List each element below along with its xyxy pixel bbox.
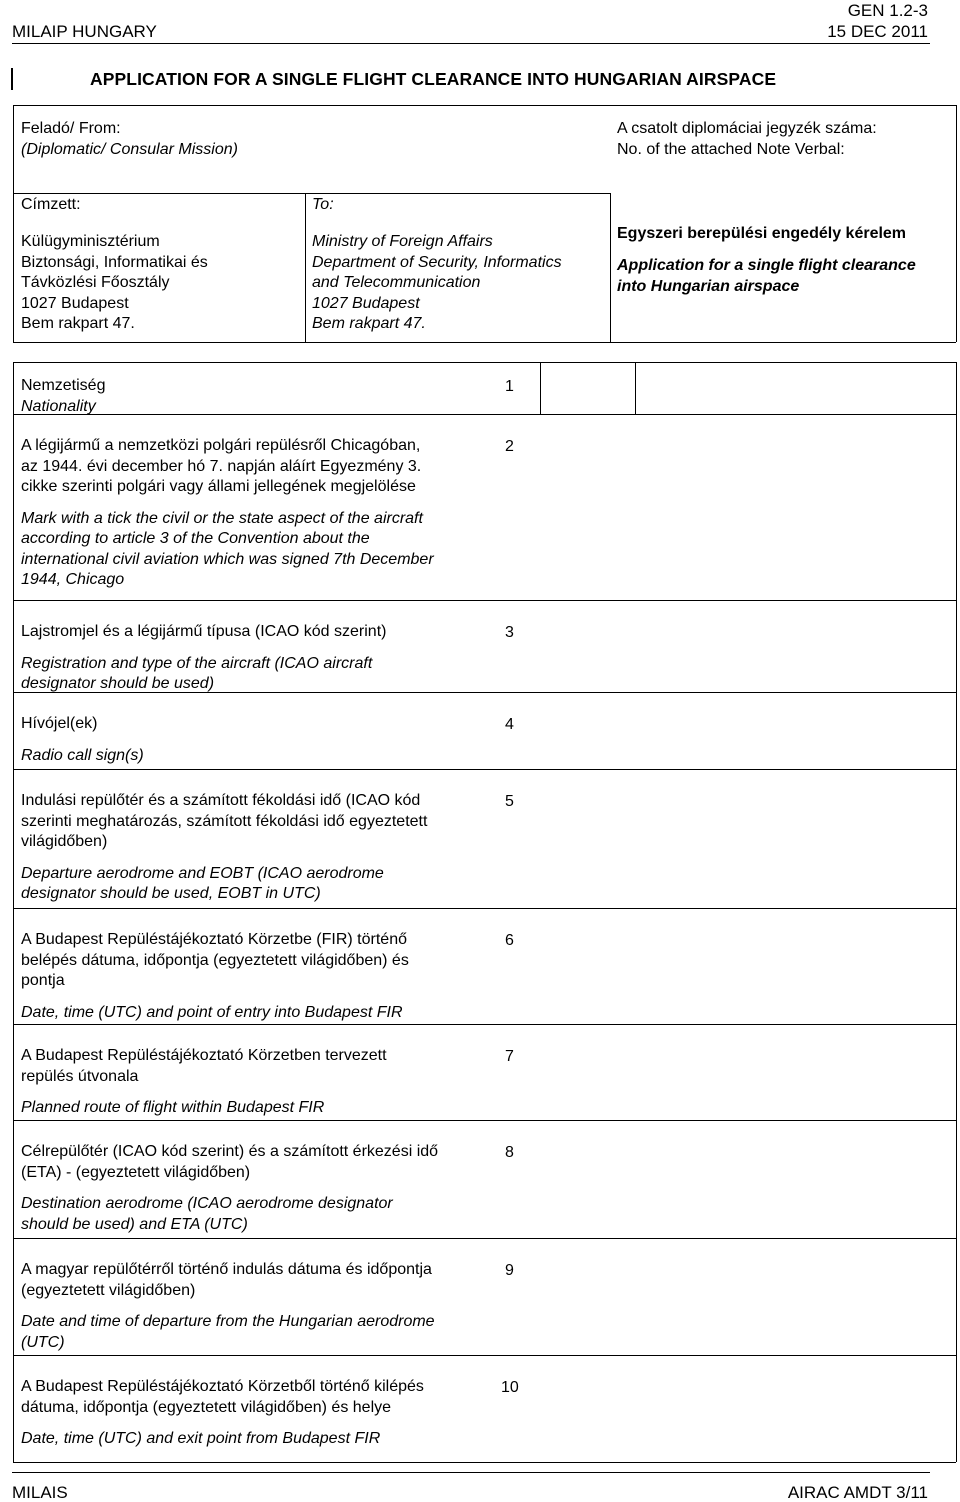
answer-field[interactable] [540,918,950,1022]
row-divider [13,1120,956,1121]
table-bottom-border [13,1462,956,1463]
item-label-en-line: (UTC) [21,1333,65,1351]
form-title: APPLICATION FOR A SINGLE FLIGHT CLEARANCE INTO HUNGARIAN AIRSPACE [90,69,777,89]
item-label-hu [21,791,427,853]
item-label-hu [21,930,409,992]
item-label-en-line: according to article 3 of the Convention about the [21,530,370,547]
top-box-left [13,105,14,193]
request-title-hu: Egyszeri berepülési engedély kérelem [617,225,907,242]
item-label-en-line: 1944, Chicago [21,571,125,588]
item-label-en [21,1098,324,1119]
item-label-hu-line: dátuma, időpontja (egyeztetett világidőben) és helye [21,1398,392,1416]
item-label-hu [21,1260,432,1301]
from-sublabel: (Diplomatic/ Consular Mission) [21,141,238,158]
top-box-top [13,105,956,106]
item-label-hu-line: A légijármű a nemzetközi polgári repülésről Chicagóban, [21,437,421,454]
item-label-hu [21,622,386,643]
item-label-en-line: Nationality [21,397,96,415]
item-number: 7 [505,1048,514,1065]
item-label-hu-line: (ETA) - (egyeztetett világidőben) [21,1163,251,1181]
item-number: 1 [505,378,514,395]
item-label-hu [21,1377,424,1418]
publication-date: 15 DEC 2011 [827,22,928,41]
item-label-hu-line: A magyar repülőtérről történő indulás dátuma és időpontja [21,1261,432,1278]
item-label-hu-line: az 1944. évi december hó 7. napján aláírt Egyezmény 3. [21,457,422,475]
item-label-en-line: Departure aerodrome and EOBT (ICAO aerodrome [21,864,384,882]
answer-field[interactable] [540,364,950,412]
item-label-hu-line: A Budapest Repüléstájékoztató Körzetben tervezett [21,1047,387,1064]
address-divider-2 [610,193,611,343]
recipient-hu-label: Címzett: [21,196,81,213]
row-divider [13,414,956,415]
item-number: 10 [501,1379,519,1396]
address-box-top [13,193,610,194]
item-label-hu-line: cikke szerinti polgári vagy állami jellegének megjelölése [21,478,416,495]
item-label-en-line: designator should be used, EOBT in UTC) [21,885,321,902]
item-label-hu [21,1046,387,1087]
item-label-en [21,509,434,591]
table-top-border [13,362,956,363]
table-right-border [956,362,957,1462]
table-left-border [13,362,14,1462]
row-divider [13,769,956,770]
item-number: 8 [505,1144,514,1161]
item-label-hu-line: Nemzetiség [21,377,106,394]
item-label-en [21,1312,435,1353]
item-label-hu [21,376,105,397]
note-number-label-en: No. of the attached Note Verbal: [617,141,845,158]
recipient-hu-address: Külügyminisztérium Biztonsági, Informatikai és Távközlési Főosztály 1027 Budapest Bem rakpart 47. [21,233,208,332]
address-divider-1 [305,193,306,343]
item-number: 2 [505,438,514,455]
row-divider [13,1238,956,1239]
answer-field[interactable] [540,779,950,906]
answer-field[interactable] [540,1034,950,1118]
row-divider [13,1355,956,1356]
page-code: GEN 1.2-3 [847,1,928,20]
item-label-en-line: Destination aerodrome (ICAO aerodrome designator [21,1195,393,1212]
item-number: 4 [505,716,514,733]
recipient-en-label: To: [312,196,334,213]
item-label-hu-line: belépés dátuma, időpontja (egyeztetett világidőben) és [21,951,409,969]
item-label-hu-line: világidőben) [21,833,108,850]
item-label-en-line: international civil aviation which was signed 7th December [21,550,434,568]
item-label-hu-line: pontja [21,972,65,989]
item-label-en [21,1003,403,1024]
item-number: 9 [505,1262,514,1279]
publication-name: MILAIP HUNGARY [12,22,157,41]
recipient-en-address: Ministry of Foreign Affairs Department of Security, Informatics and Telecommunication 1027 Budapest Bem rakpart 47. [312,233,562,332]
item-label-en-line: Mark with a tick the civil or the state aspect of the aircraft [21,509,423,527]
from-label: Feladó/ From: [21,120,121,137]
address-box-left [13,193,14,343]
note-number-label-hu: A csatolt diplomáciai jegyzék száma: [617,120,877,137]
item-label-hu-line: A Budapest Repüléstájékoztató Körzetből történő kilépés [21,1378,424,1395]
item-label-hu [21,1142,438,1183]
row-divider [13,600,956,601]
box-right-border [956,105,957,342]
answer-field[interactable] [540,424,950,598]
item-label-en-line: Registration and type of the aircraft (ICAO aircraft [21,654,373,672]
footer-publisher: MILAIS [12,1483,68,1502]
row-divider [13,1024,956,1025]
change-bar [11,68,13,90]
item-label-en-line: should be used) and ETA (UTC) [21,1215,248,1233]
item-number: 5 [505,793,514,810]
answer-field[interactable] [540,610,950,690]
address-box-bottom [13,342,956,343]
request-title-en: Application for a single flight clearance into Hungarian airspace [617,257,916,295]
row-divider [13,692,956,693]
item-label-hu-line: Hívójel(ek) [21,715,98,732]
item-label-hu-line: Lajstromjel és a légijármű típusa (ICAO kód szerint) [21,623,387,640]
item-label-en [21,1194,393,1235]
item-label-en-line: designator should be used) [21,675,215,692]
item-label-hu [21,436,421,498]
answer-field[interactable] [540,1365,950,1452]
footer-rule [12,1472,930,1473]
item-label-hu-line: repülés útvonala [21,1067,139,1085]
item-label-hu-line: A Budapest Repüléstájékoztató Körzetbe (FIR) történő [21,931,407,948]
item-label-hu-line: szerinti meghatározás, számított fékoldási idő egyeztetett [21,812,428,830]
item-label-en-line: Radio call sign(s) [21,746,144,764]
answer-field[interactable] [540,1248,950,1353]
item-label-en [21,654,372,695]
answer-field[interactable] [540,1130,950,1236]
item-label-en [21,746,144,767]
item-number: 3 [505,624,514,641]
item-label-hu-line: Célrepülőtér (ICAO kód szerint) és a számított érkezési idő [21,1143,439,1160]
item-number: 6 [505,932,514,949]
item-label-en-line: Planned route of flight within Budapest FIR [21,1099,325,1116]
item-label-en [21,1429,380,1450]
header-rule [12,43,930,44]
item-label-hu [21,714,97,735]
footer-amendment: AIRAC AMDT 3/11 [787,1483,928,1502]
row-divider [13,908,956,909]
item-label-en-line: Date and time of departure from the Hungarian aerodrome [21,1313,435,1330]
item-label-hu-line: (egyeztetett világidőben) [21,1281,196,1299]
answer-field[interactable] [540,702,950,767]
item-label-hu-line: Indulási repülőtér és a számított fékoldási idő (ICAO kód [21,792,421,809]
item-label-en-line: Date, time (UTC) and point of entry into Budapest FIR [21,1003,403,1021]
item-label-en-line: Date, time (UTC) and exit point from Budapest FIR [21,1430,381,1447]
item-label-en [21,864,384,905]
